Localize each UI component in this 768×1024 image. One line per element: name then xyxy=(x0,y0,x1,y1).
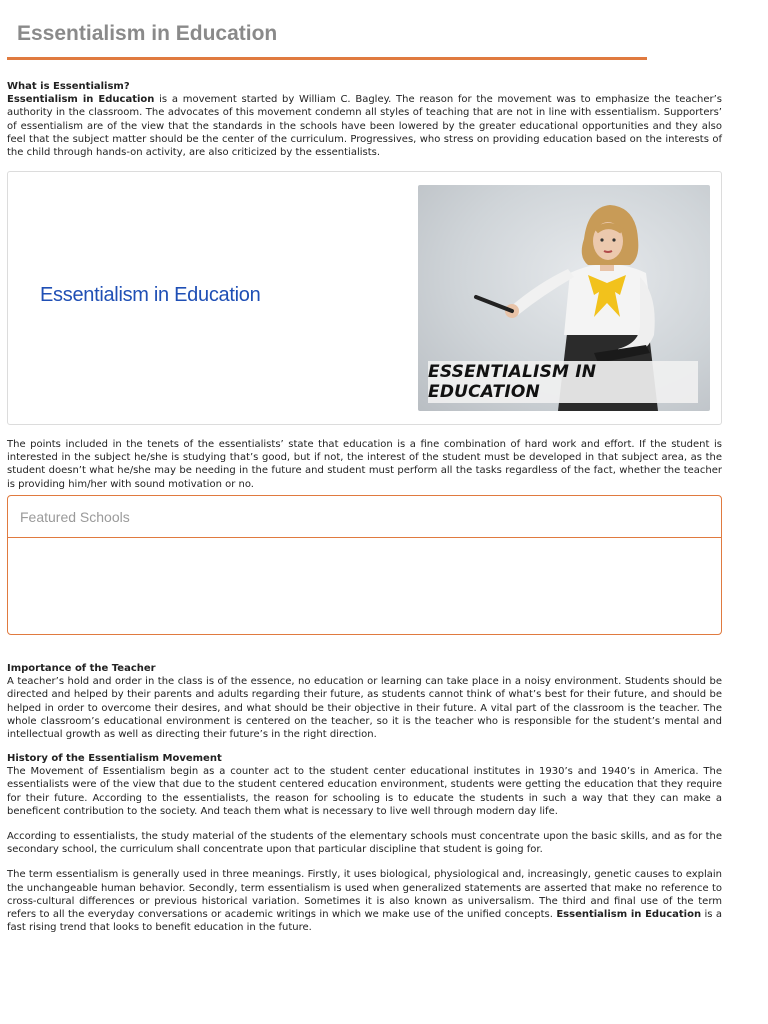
featured-schools-title: Featured Schools xyxy=(8,496,721,538)
teacher-photo xyxy=(418,185,710,411)
history-paragraph-1: The Movement of Essentialism begin as a counter act to the student center educational institutes in 1930’s and 1940’s in America. The essentialists were of the view that due to the student centered education environment, students were getting the education that they require for their future. According to the essentialists, the reason for schooling is to educate the students in such a way that they can make a beneficent contribution to the society. And teach them what is necessary to live well through modern day life. xyxy=(7,766,722,817)
teacher-heading: Importance of the Teacher xyxy=(7,663,156,674)
intro-lead-bold: Essentialism in Education xyxy=(7,94,155,106)
history-section xyxy=(7,752,722,934)
history-paragraph-3 xyxy=(7,868,722,934)
history-heading: History of the Essentialism Movement xyxy=(7,753,222,764)
tenets-paragraph: The points included in the tenets of the essentialists’ state that education is a fine combination of hard work and effort. If the student is interested in the subject he/she is studying that’s good, but if not, the interest of the student must be developed in that subject area, as the student doesn’t what he/she may be needing in the future and student must perform all the tasks regardless of the fact, whether the teacher is providing him/her with sound motivation or no. xyxy=(7,439,722,490)
intro-section xyxy=(7,80,722,159)
featured-schools-body xyxy=(8,538,721,633)
intro-lead-text: is a movement started by William C. Bagley. The reason for the movement was to emphasize the teacher’s authority in the classroom. The advocates of this movement condemn all styles of teaching that are not in line with essentialism. Supporters’ of essentialism are of the view that the standards in the schools have been lowered by the greater educational opportunities and they also feel that the subject matter should be the center of the curriculum. Progressives, who stress on providing education based on the interests of the child through hands-on activity, are also criticized by the essentialists. xyxy=(7,94,723,159)
teacher-section xyxy=(7,662,722,741)
photo-caption: ESSENTIALISM IN EDUCATION xyxy=(428,361,698,403)
title-divider xyxy=(7,57,647,60)
intro-paragraph xyxy=(7,93,722,159)
history-p3-end: is a fast rising trend that looks to benefit education in the future. xyxy=(7,909,723,934)
hero-title: Essentialism in Education xyxy=(40,284,261,306)
tenets-section xyxy=(7,438,722,491)
history-p3-text: The term essentialism is generally used in three meanings. Firstly, it uses biological, physiological and, increasingly, genetic causes to explain the unchangeable human behavior. Secondly, term essentialism is used when generalized statements are asserted that make no reference to cross-cultural differences or previous historical variation. Sometimes it is also known as universalism. The third and final use of the term refers to all the everyday conversations or academic writings in which we make use of the unified concepts. xyxy=(7,869,722,921)
page-title: Essentialism in Education xyxy=(17,22,278,45)
intro-heading: What is Essentialism? xyxy=(7,81,130,92)
history-paragraph-2: According to essentialists, the study material of the students of the elementary schools must concentrate upon the basic skills, and as for the secondary school, the curriculum shall concentrate upon that particular discipline that student is going for. xyxy=(7,831,722,856)
history-p3-bold: Essentialism in Education xyxy=(556,909,702,921)
featured-schools-panel xyxy=(7,495,722,635)
hero-banner xyxy=(7,171,722,425)
teacher-paragraph: A teacher’s hold and order in the class is of the essence, no education or learning can take place in a noisy environment. Students should be directed and helped by their parents and adults regarding their future, as students cannot think of what’s best for their future, and should be helped in order to overcome their desires, and what should be their objective in their future. A vital part of the classroom is the teacher. The whole classroom’s educational environment is centered on the teacher, so it is the teacher who is responsible for the student’s mental and intellectual growth as well as directing their future’s in the right direction. xyxy=(7,676,722,741)
